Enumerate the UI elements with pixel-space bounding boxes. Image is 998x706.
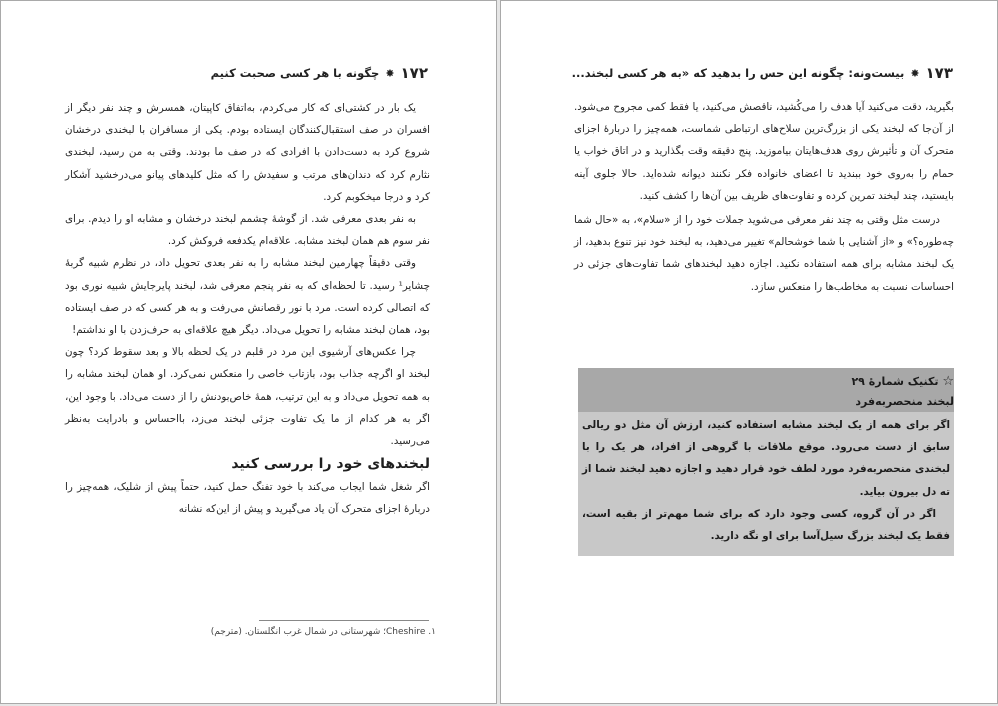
technique-title (851, 372, 954, 412)
star-outline-icon: ☆ (942, 374, 954, 389)
footnote-rule (259, 620, 429, 621)
technique-paragraph: اگر در آن گروه، کسی وجود دارد که برای شما مهم‌تر از بقیه است، فقط یک لبخند بزرگ سیل‌آسا برای او نگه دارید. (582, 507, 950, 543)
star-icon: ✸ (385, 66, 395, 80)
paragraph: به نفر بعدی معرفی شد. از گوشهٔ چشمم لبخند درخشان و مشابه او را دیدم. برای نفر سوم هم همان لبخند مشابه. علاقه‌ام یکدفعه فروکش کرد. (65, 213, 430, 248)
technique-paragraph: اگر برای همه از یک لبخند مشابه استفاده کنید، ارزش آن مثل دو ریالی سابق از دست می‌رود. موقع ملاقات با گروهی از افراد، هر یک را با لبخندی منحصربه‌فرد مورد لطف خود قرار دهید و اجازه دهید لبخند شما از ته دل بیرون بیاید. (582, 419, 950, 498)
technique-body (582, 414, 950, 547)
page-number: ۱۷۳ (925, 64, 953, 82)
footnote: ۱. Cheshire؛ شهرستانی در شمال غرب انگلستان. (مترجم) (210, 627, 436, 637)
paragraph: اگر شغل شما ایجاب می‌کند با خود تفنگ حمل کنید، حتماً پیش از شلیک، همه‌چیز را دربارهٔ اجزای متحرک آن یاد می‌گیرید و پیش از این‌که نشانه (65, 481, 430, 516)
page-number: ۱۷۲ (400, 64, 428, 82)
paragraph: یک بار در کشتی‌ای که کار می‌کردم، به‌اتفاق کاپیتان، همسرش و چند نفر دیگر از افسران در صف استقبال‌کنندگان ایستاده بودم. یکی از مسافران با لبخندی درخشان شروع کرد به دست‌دادن با افرادی که در صف ما بودند. وقتی به من رسید، لبخندی نثارم کرد که دندان‌های مرتب و سفیدش را که مثل کلیدهای پیانو می‌درخشید آشکار کرد و درجا میخکوبم کرد. (65, 102, 430, 203)
star-icon: ✸ (910, 66, 920, 80)
paragraph: وقتی دقیقاً چهارمین لبخند مشابه را به نفر بعدی تحویل داد، در نظرم شبیه گربهٔ چشایر¹ رسید. تا لحظه‌ای که به نفر پنجم معرفی شد، لبخند پایرجایش شبیه نوری بود که اتصالی کرده است. مرد با نور رقصانش می‌رفت و به هر کسی که در صف ایستاده بود، همان لبخند مشابه را تحویل می‌داد. دیگر هیچ علاقه‌ای به حرف‌زدن با او نداشتم! (65, 257, 430, 337)
running-head: بیست‌ونه: چگونه این حس را بدهید که «به هر کسی لبخند... (571, 66, 905, 80)
left-page-body (65, 97, 430, 521)
right-page-body (574, 96, 954, 298)
left-page (0, 0, 497, 704)
section-heading: لبخندهای خود را بررسی کنید (231, 456, 430, 473)
paragraph: درست مثل وقتی به چند نفر معرفی می‌شوید جملات خود را از «سلام»، به «حال شما چه‌طوره؟» و «از آشنایی با شما خوشحالم» تغییر می‌دهید، به لبخند خود نیز تنوع بدهید، از یک لبخند مشابه برای همه استفاده نکنید. اجازه دهید لبخندهای شما تفاوت‌های جزئی در احساسات نسبت به مخاطب‌ها را منعکس سازد. (574, 214, 954, 293)
technique-number: تکنیک شمارهٔ ۲۹ (851, 375, 939, 388)
paragraph: بگیرید، دقت می‌کنید آیا هدف را می‌کُشید، ناقصش می‌کنید، یا فقط کمی مجروح می‌شود. از آن‌جا که لبخند یکی از بزرگ‌ترین سلاح‌های ارتباطی شماست، همه‌چیز را دربارهٔ اجزای متحرک آن و تأثیرش روی هدف‌هایتان بیاموزید. پنج دقیقه وقت بگذارید و در اتاق خواب یا حمام را به‌روی خود ببندید تا اعضای خانواده فکر نکنند دیوانه شده‌اید. حالا جلوی آینه بایستید، چند لبخند تمرین کرده و تفاوت‌های ظریف بین آن‌ها را کشف کنید. (574, 101, 954, 202)
right-page-header (572, 63, 953, 83)
left-page-header (211, 63, 428, 83)
technique-subtitle: لبخند منحصربه‌فرد (855, 395, 954, 408)
paragraph: چرا عکس‌های آرشیوی این مرد در قلبم در یک لحظه بالا و بعد سقوط کرد؟ چون لبخند او اگرچه جذاب بود، بازتاب خاصی را منعکس نمی‌کرد. او همان لبخند مشابه را به همه تحویل می‌داد و به این ترتیب، همهٔ خاص‌بودنش را از دست می‌داد. با وجود این، اگر به هر کدام از ما یک تفاوت جزئی لبخند می‌زد، بااحساس و بادرایت به‌نظر می‌رسید. (65, 346, 430, 448)
running-head: چگونه با هر کسی صحبت کنیم (210, 66, 380, 80)
